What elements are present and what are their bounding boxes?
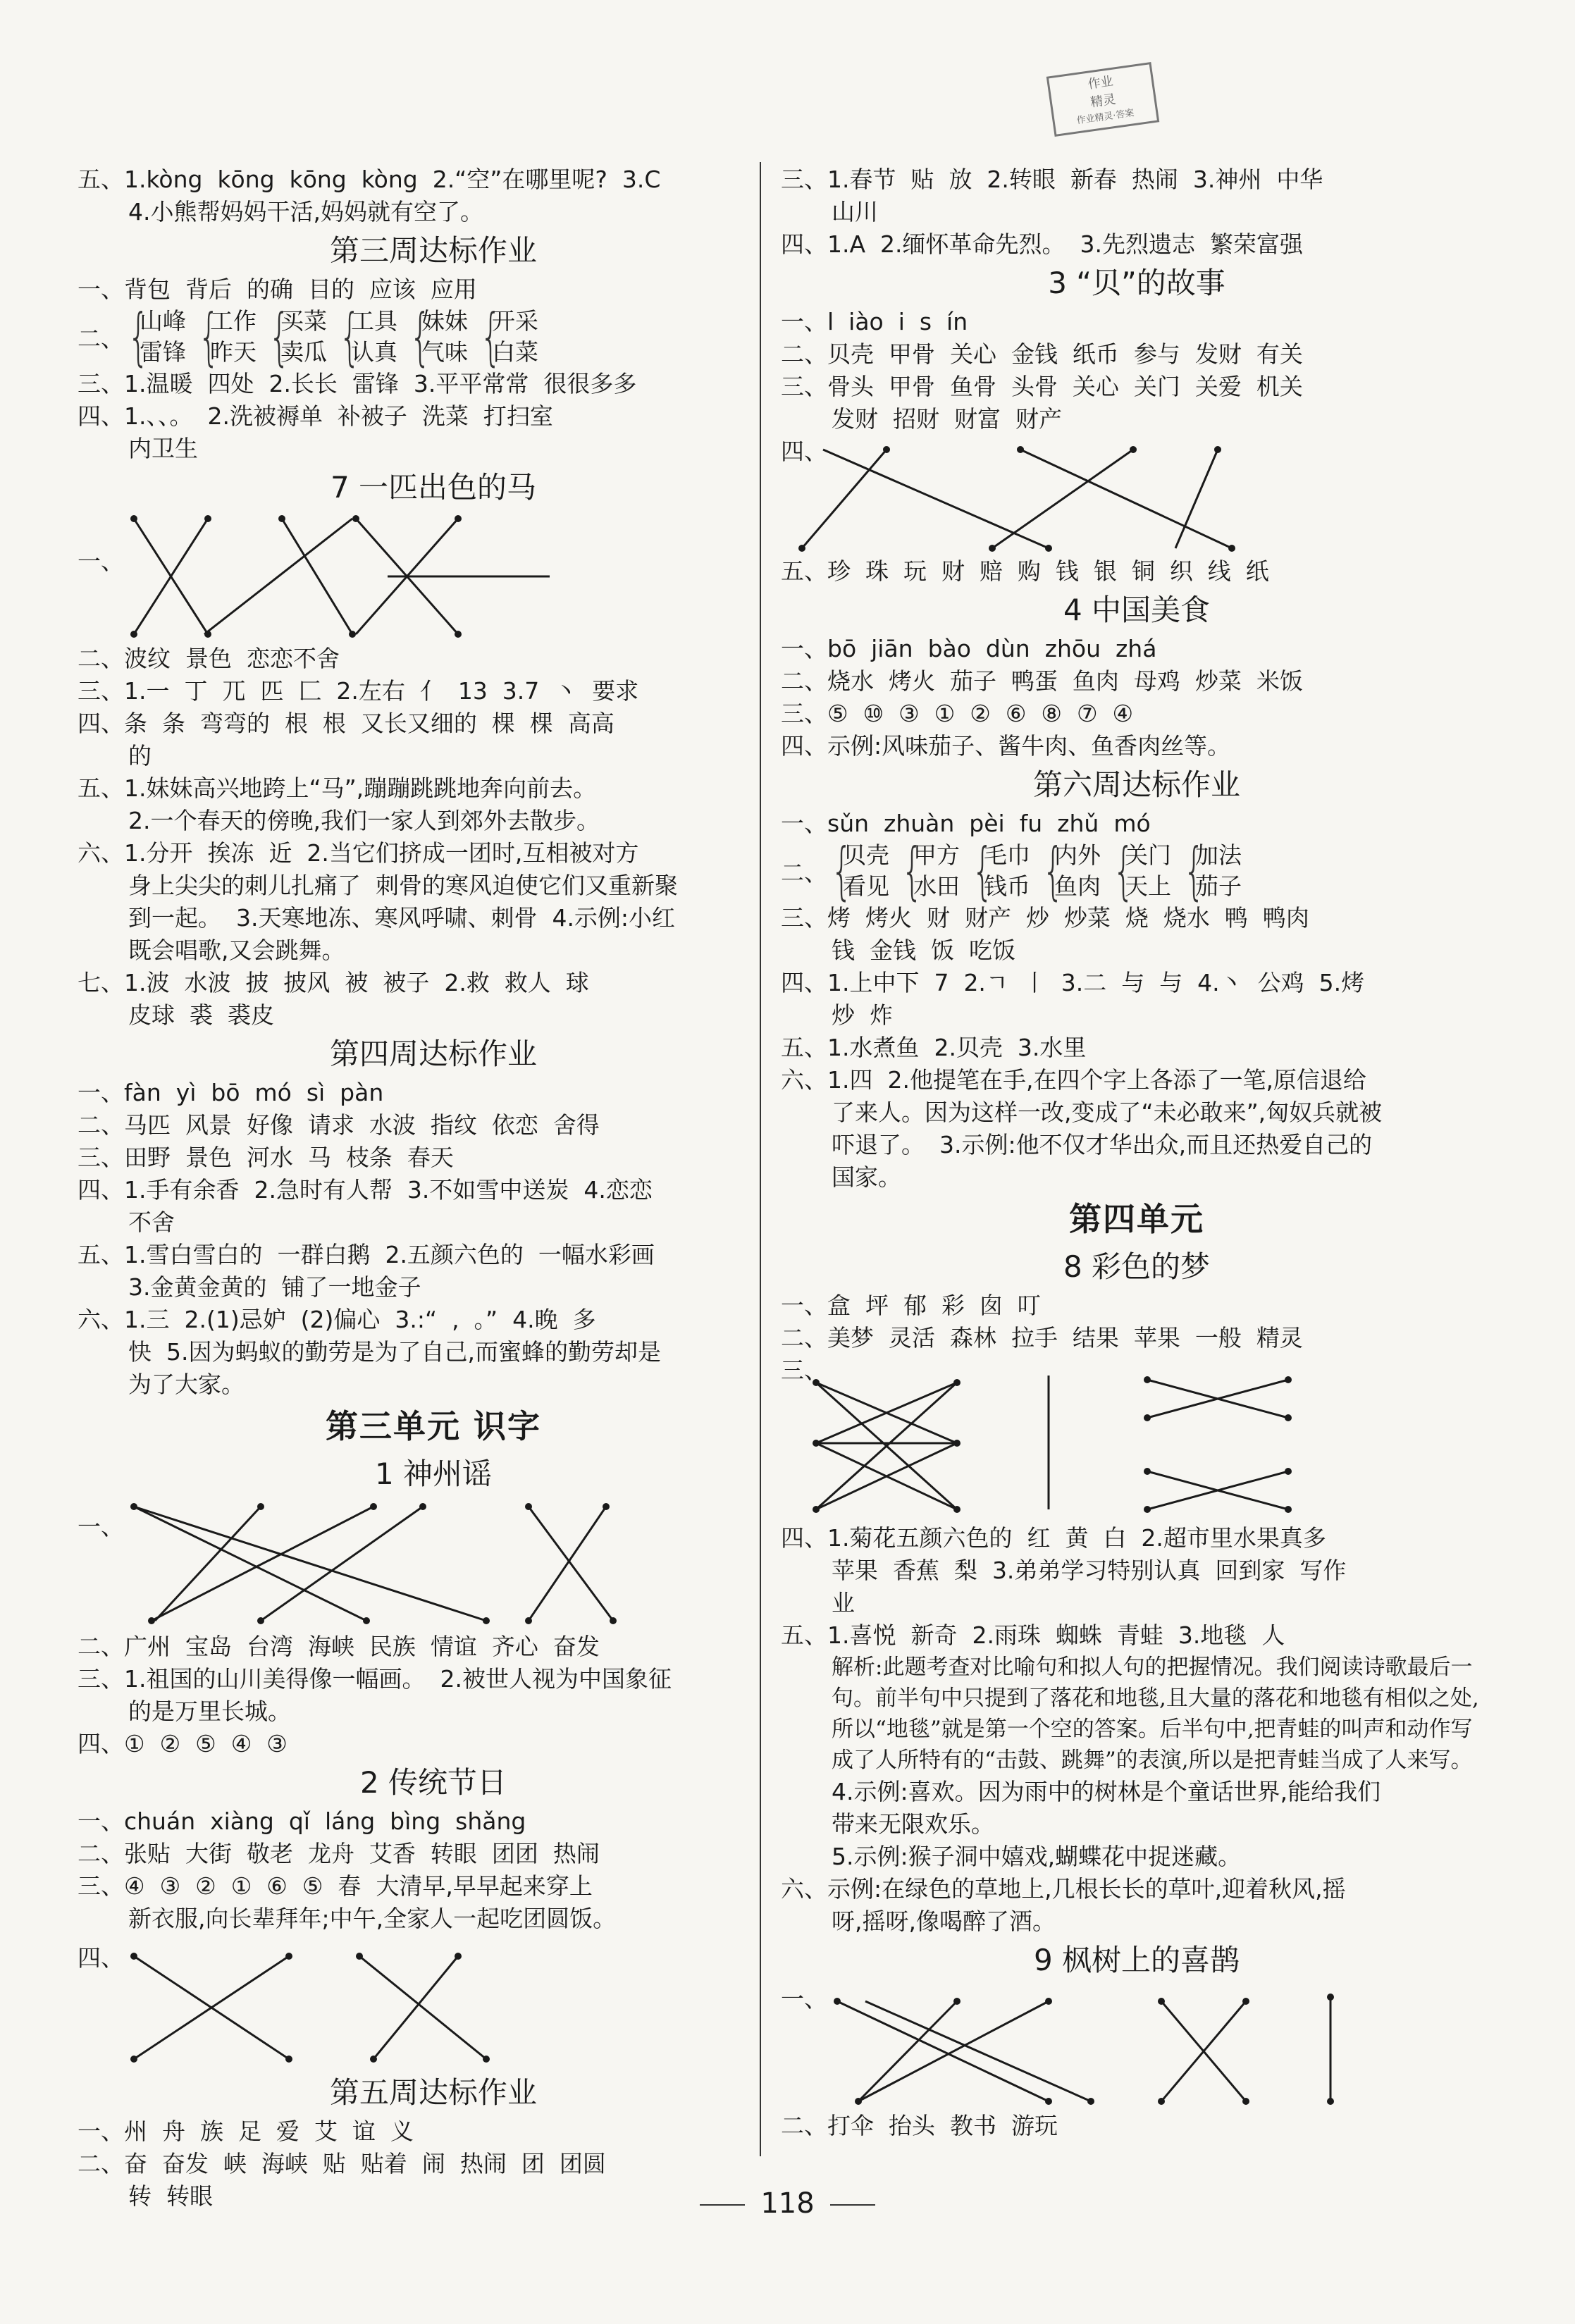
answer-line: 一、l iào i s ín [781,308,968,335]
pair-word: 白菜 [492,338,538,366]
answer-line: 二、打伞 抬头 教书 游玩 [781,2112,1058,2139]
answer-line: 一、chuán xiàng qǐ láng bìng shǎng [78,1807,526,1835]
answer-line: 了来人。因为这样一改,变成了“未必敢来”,匈奴兵就被 [832,1099,1383,1126]
word-pair-group [1180,834,1242,907]
answer-line: 四、1.菊花五颜六色的 红 黄 白 2.超市里水果真多 [781,1524,1326,1552]
section-title: 4 中国美食 [1063,593,1211,627]
answer-line: 三、1.祖国的山川美得像一幅画。 2.被世人视为中国象征 [78,1665,672,1693]
word-pair-group [406,300,468,373]
answer-line: 六、1.三 2.(1)忌妒 (2)偏心 3.:“ , 。” 4.晚 多 [78,1306,596,1333]
answer-line: 快 5.因为蚂蚁的勤劳是为了自己,而蜜蜂的勤劳却是 [128,1338,661,1366]
question-label: 四、 [78,1944,124,1972]
pair-word: 认真 [351,338,397,366]
answer-line: 二、美梦 灵活 森林 拉手 结果 苹果 一般 精灵 [781,1324,1303,1352]
pair-word: 山峰 [140,307,186,335]
matching-lines-diagram [781,435,1486,555]
brace-mark: { [409,300,431,373]
answer-line: 三、1.温暖 四处 2.长长 雷锋 3.平平常常 很很多多 [78,370,637,397]
unit-title: 第三单元 识字 [325,1407,541,1445]
answer-line: 身上尖尖的刺儿扎痛了 刺骨的寒风迫使它们又重新聚 [128,872,678,899]
pair-word: 工具 [351,307,397,335]
brace-mark: { [1112,834,1135,907]
pair-word: 甲方 [913,841,960,869]
answer-line: 苹果 香蕉 梨 3.弟弟学习特别认真 回到家 写作 [832,1557,1347,1584]
stamp-logo [1046,62,1160,137]
answer-line: 三、田野 景色 河水 马 枝条 春天 [78,1144,454,1171]
matching-lines-diagram [781,1983,1486,2110]
matching-question [78,1497,789,1631]
answer-line: 既会唱歌,又会跳舞。 [128,937,345,964]
question-label: 三、 [781,1356,827,1384]
answer-line: 呀,摇呀,像喝醉了酒。 [832,1908,1056,1935]
brace-mark: { [197,300,220,373]
pair-word: 天上 [1125,872,1171,900]
brace-mark: { [479,300,502,373]
answer-line: 四、① ② ⑤ ④ ③ [78,1730,288,1757]
pair-word: 水田 [913,872,960,900]
answer-line: 三、④ ③ ② ① ⑥ ⑤ 春 大清早,早早起来穿上 [78,1872,593,1900]
answer-line: 二、贝壳 甲骨 关心 金钱 纸币 参与 发财 有关 [781,340,1303,368]
pair-word: 买菜 [280,307,327,335]
pair-word: 工作 [210,307,257,335]
word-pair-group [194,300,257,373]
answer-line: 发财 招财 财富 财产 [832,405,1062,433]
matching-lines-diagram [78,1497,782,1631]
answer-line: 三、烤 烤火 财 财产 炒 炒菜 烧 烧水 鸭 鸭肉 [781,904,1309,932]
brace-mark: { [338,300,361,373]
pair-word: 钱币 [984,872,1030,900]
pair-word: 贝壳 [843,841,889,869]
question-label: 四、 [781,438,827,465]
answer-line: 内卫生 [128,435,198,462]
pair-word: 气味 [421,338,468,366]
pair-word: 雷锋 [140,338,186,366]
question-label: 二、 [781,858,827,886]
answer-line: 三、1.春节 贴 放 2.转眼 新春 热闹 3.神州 中华 [781,166,1323,193]
answer-line: 为了大家。 [128,1371,245,1398]
answer-line: 4.小熊帮妈妈干活,妈妈就有空了。 [128,198,483,225]
answer-line: 四、1.A 2.缅怀革命先烈。 3.先烈遗志 繁荣富强 [781,230,1303,258]
section-title: 1 神州谣 [374,1457,493,1491]
section-title: 2 传统节日 [359,1765,507,1800]
answer-line: 2.一个春天的傍晚,我们一家人到郊外去散步。 [128,807,600,834]
brace-mark: { [830,834,853,907]
pair-word: 卖瓜 [280,338,327,366]
answer-line: 钱 金钱 饭 吃饭 [832,937,1015,964]
answer-line: 六、1.四 2.他提笔在手,在四个字上各添了一笔,原信退给 [781,1066,1366,1094]
answer-line: 一、州 舟 族 足 爱 艾 谊 义 [78,2118,414,2145]
word-pair-group [827,834,889,907]
page-number-text: 118 [760,2187,815,2220]
pair-word: 内外 [1054,841,1101,869]
answer-line: 七、1.波 水波 披 披风 被 被子 2.救 救人 球 [78,969,589,996]
answer-line: 一、盒 坪 郁 彩 囱 叮 [781,1292,1041,1319]
explanation-paragraph: 解析:此题考查对比喻句和拟人句的把握情况。我们阅读诗歌最后一句。前半句中只提到了落花和地毯,且大量的落花和地毯有相似之处,所以“地毯”就是第一个空的答案。后半句中,把青蛙的叫声和动作写成了人所特有的“击鼓、跳舞”的表演,所以是把青蛙当成了人来写。 [832,1655,1479,1773]
answer-line: 五、1.雪白雪白的 一群白鹅 2.五颜六色的 一幅水彩画 [78,1241,655,1268]
pair-word: 看见 [843,872,889,900]
word-pair-group [1109,834,1171,907]
question-label: 一、 [78,548,124,575]
answer-line: 炒 炸 [832,1001,893,1029]
question-label: 一、 [781,1985,827,2013]
brace-mark: { [901,834,923,907]
stamp-text-3: 作业精灵·答案 [1075,108,1135,127]
answer-line: 5.示例:猴子洞中嬉戏,蝴蝶花中捉迷藏。 [832,1843,1242,1870]
answer-line: 的是万里长城。 [128,1698,291,1725]
brace-mark: { [1182,834,1205,907]
answer-line: 五、1.喜悦 新奇 2.雨珠 蜘蛛 青蛙 3.地毯 人 [781,1621,1285,1649]
stamp-text-1: 作业 [1087,73,1115,92]
right-column [781,163,1493,2142]
answer-line: 二、马匹 风景 好像 请求 水波 指纹 依恋 舍得 [78,1111,600,1139]
word-pair-group [898,834,960,907]
answer-line: 三、1.一 丁 兀 匹 匚 2.左右 亻 13 3.7 丶 要求 [78,677,639,705]
answer-line: 二、广州 宝岛 台湾 海峡 民族 情谊 齐心 奋发 [78,1633,600,1660]
pair-word: 关门 [1125,841,1171,869]
word-pair-group [124,300,186,373]
answer-line: 六、示例:在绿色的草地上,几根长长的草叶,迎着秋风,摇 [781,1875,1346,1903]
brace-mark: { [1042,834,1064,907]
answer-line: 四、1.、、。 2.洗被褥单 补被子 洗菜 打扫室 [78,402,553,430]
answer-line: 四、1.上中下 7 2.ㄱ 丨 3.二 与 与 4.丶 公鸡 5.烤 [781,969,1365,996]
answer-line: 二、烧水 烤火 茄子 鸭蛋 鱼肉 母鸡 炒菜 米饭 [781,667,1303,695]
pair-word: 开采 [492,307,538,335]
matching-question [78,1935,789,2070]
answer-line: 三、⑤ ⑩ ③ ① ② ⑥ ⑧ ⑦ ④ [781,700,1134,727]
pair-word: 毛巾 [984,841,1030,869]
pair-word: 加法 [1195,841,1242,869]
word-pair-group [476,300,538,373]
pair-word: 妹妹 [421,307,468,335]
matching-lines-diagram [781,1354,1486,1522]
answer-line: 六、1.分开 挨冻 近 2.当它们挤成一团时,互相被对方 [78,839,639,867]
answer-line: 三、骨头 甲骨 鱼骨 头骨 关心 关门 关爱 机关 [781,373,1303,400]
answer-line: 五、珍 珠 玩 财 赔 购 钱 银 铜 织 线 纸 [781,557,1269,585]
answer-line: 二、波纹 景色 恋恋不舍 [78,645,340,672]
question-label: 一、 [78,1513,124,1540]
answer-line: 业 [832,1589,855,1617]
pair-word: 昨天 [210,338,257,366]
answer-line: 带来无限欢乐。 [832,1810,994,1838]
answer-line: 二、张贴 大街 敬老 龙舟 艾香 转眼 团团 热闹 [78,1840,600,1867]
answer-line: 一、fàn yì bō mó sì pàn [78,1079,384,1106]
pair-word: 鱼肉 [1054,872,1101,900]
section-title: 第三周达标作业 [329,233,537,268]
answer-line: 四、示例:风味茄子、酱牛肉、鱼香肉丝等。 [781,732,1231,760]
section-title: 7 一匹出色的马 [330,470,537,505]
answer-line: 四、1.手有余香 2.急时有人帮 3.不如雪中送炭 4.恋恋 [78,1176,653,1204]
answer-line: 一、bō jiān bào dùn zhōu zhá [781,635,1157,662]
matching-lines-diagram [78,510,782,643]
pair-word: 茄子 [1195,872,1242,900]
brace-mark: { [127,300,149,373]
matching-question [78,510,789,643]
question-label: 二、 [78,324,124,352]
answer-line: 3.金黄金黄的 铺了一地金子 [128,1273,421,1301]
matching-lines-diagram [78,1935,782,2070]
answer-line: 国家。 [832,1163,901,1191]
matching-question [781,1354,1493,1522]
word-pair-group [265,300,327,373]
answer-line: 五、1.妹妹高兴地跨上“马”,蹦蹦跳跳地奔向前去。 [78,774,597,802]
answer-line: 山川 [832,198,878,225]
word-pair-group [1039,834,1101,907]
section-title: 9 枫树上的喜鹊 [1033,1943,1240,1977]
word-pairs [781,834,1493,907]
answer-line: 的 [128,742,152,769]
answer-line: 吓退了。 3.示例:他不仅才华出众,而且还热爱自己的 [832,1131,1373,1158]
word-pairs [78,300,789,373]
word-pair-group [335,300,397,373]
answer-line: 五、1.kòng kōng kōng kòng 2.“空”在哪里呢? 3.C [78,166,661,193]
answer-line: 皮球 裘 裘皮 [128,1001,274,1029]
answer-line: 五、1.水煮鱼 2.贝壳 3.水里 [781,1034,1087,1061]
left-column [78,163,789,2213]
section-title: 第五周达标作业 [329,2075,537,2110]
section-title: 8 彩色的梦 [1063,1249,1211,1284]
answer-line: 到一起。 3.天寒地冻、寒风呼啸、刺骨 4.示例:小红 [128,904,676,932]
answer-line: 二、奋 奋发 峡 海峡 贴 贴着 闹 热闹 团 团圆 [78,2150,606,2177]
section-title: 3 “贝”的故事 [1048,266,1225,300]
answer-line: 转 转眼 [128,2182,213,2210]
answer-line: 新衣服,向长辈拜年;中午,全家人一起吃团圆饭。 [128,1905,617,1932]
answer-line: 一、背包 背后 的确 目的 应该 应用 [78,276,477,303]
answer-line: 不舍 [128,1209,175,1236]
answer-line: 4.示例:喜欢。因为雨中的树林是个童话世界,能给我们 [832,1778,1381,1805]
page-number [0,2187,1575,2220]
matching-question [781,1983,1493,2110]
section-title: 第六周达标作业 [1032,767,1240,802]
answer-line: 一、sǔn zhuàn pèi fu zhǔ mó [781,810,1151,837]
answer-line: 四、条 条 弯弯的 根 根 又长又细的 棵 棵 高高 [78,710,614,737]
matching-question [781,435,1493,555]
word-pair-group [968,834,1030,907]
section-title: 第四周达标作业 [329,1037,537,1071]
brace-mark: { [268,300,290,373]
brace-mark: { [971,834,994,907]
unit-title: 第四单元 [1069,1200,1204,1238]
stamp-text-2: 精灵 [1089,92,1117,111]
